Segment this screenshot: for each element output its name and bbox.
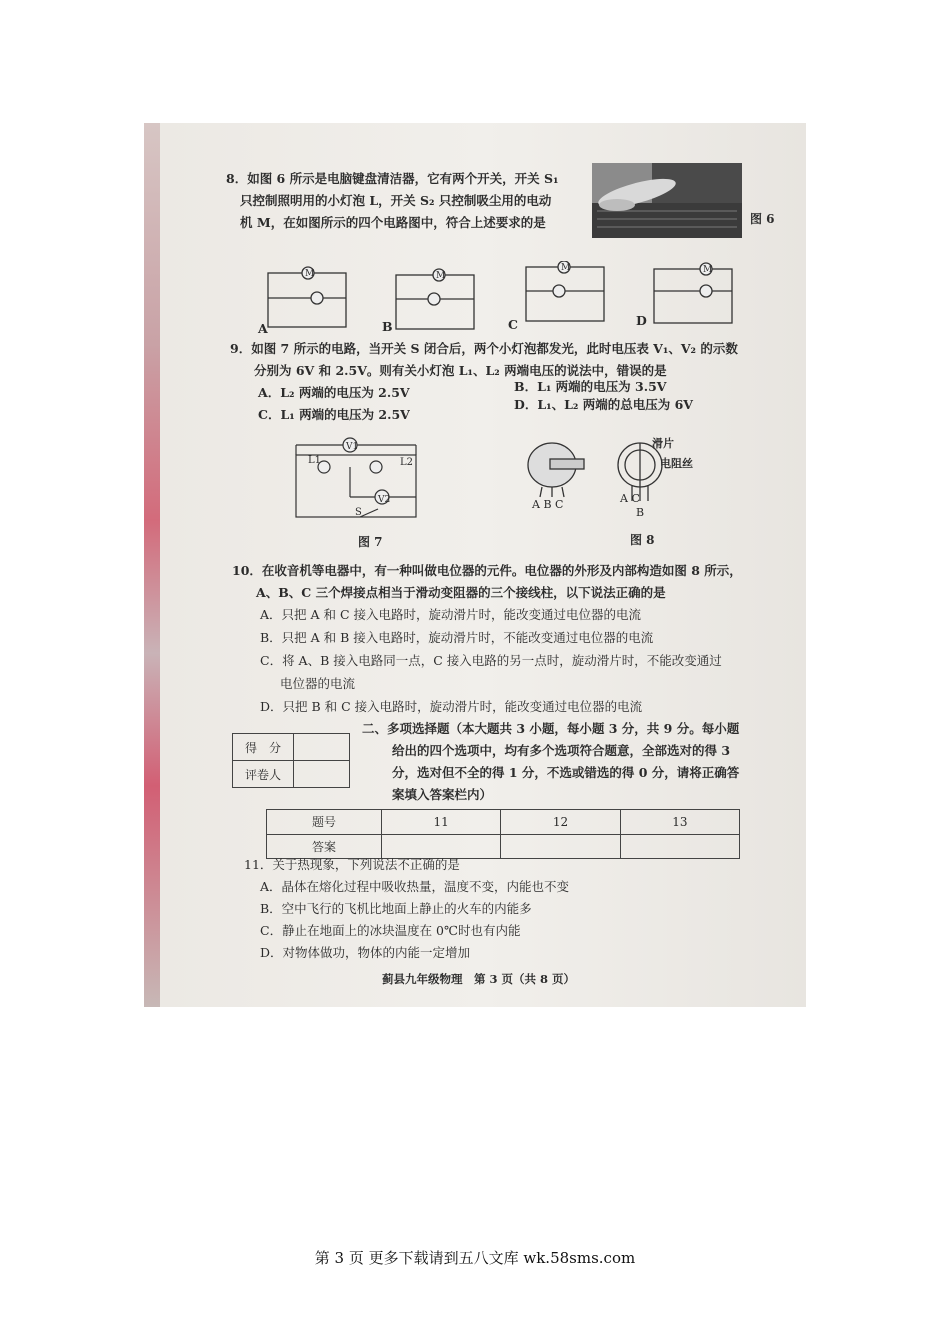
q8-option-d: D: [636, 313, 647, 328]
fig8-ac: A C: [620, 492, 640, 505]
score-cell[interactable]: [294, 734, 350, 761]
exam-paper: [160, 123, 806, 1007]
fig6-label: 图 6: [750, 212, 775, 226]
q10-option-c2: 电位器的电流: [280, 676, 356, 691]
q8-option-a: A: [258, 321, 268, 336]
grader-label: 评卷人: [233, 761, 294, 788]
q8-option-b: B: [382, 319, 393, 334]
q9-option-a: A．L₂ 两端的电压为 2.5V: [258, 385, 410, 400]
q9-line1: 9．如图 7 所示的电路，当开关 S 闭合后，两个小灯泡都发光，此时电压表 V₁、V₂ 的示数: [230, 341, 738, 356]
question-number-11: 11: [382, 810, 501, 835]
fig7-l1: L1: [308, 455, 322, 466]
fig8-wire-label: 电阻丝: [660, 457, 693, 470]
answer-table: [266, 809, 740, 859]
section2-line3: 分，选对但不全的得 1 分，不选或错选的得 0 分，请将正确答: [392, 765, 740, 780]
scanned-exam-photo: [144, 123, 806, 1007]
answer-cell-11[interactable]: [382, 834, 501, 859]
q10-option-c1: C．将 A、B 接入电路同一点，C 接入电路的另一点时，旋动滑片时，不能改变通过: [260, 653, 722, 668]
tablecloth-edge: [144, 123, 160, 1007]
q11-option-b: B．空中飞行的飞机比地面上静止的火车的内能多: [260, 901, 532, 916]
q8-line2: 只控制照明用的小灯泡 L，开关 S₂ 只控制吸尘用的电动: [240, 193, 552, 208]
row-header-number: 题号: [267, 810, 382, 835]
fig7-v1: V1: [346, 442, 359, 452]
q11-option-d: D．对物体做功，物体的内能一定增加: [260, 945, 471, 960]
q10-line2: A、B、C 三个焊接点相当于滑动变阻器的三个接线柱，以下说法正确的是: [256, 585, 666, 600]
download-footer: 第 3 页 更多下载请到五八文库 wk.58sms.com: [314, 1249, 636, 1267]
q10-option-b: B．只把 A 和 B 接入电路时，旋动滑片时，不能改变通过电位器的电流: [260, 630, 654, 645]
answer-cell-13[interactable]: [620, 834, 739, 859]
q11-stem: 11．关于热现象，下列说法不正确的是: [244, 857, 460, 872]
svg-text:M: M: [436, 271, 446, 281]
q11-option-a: A．晶体在熔化过程中吸收热量，温度不变，内能也不变: [260, 879, 570, 894]
q9-option-b: B．L₁ 两端的电压为 3.5V: [514, 379, 667, 394]
question-number-13: 13: [620, 810, 739, 835]
fig8-abc-left: A B C: [532, 498, 564, 511]
fig7-s: S: [355, 507, 362, 518]
fig8-slider-label: 滑片: [652, 437, 674, 450]
q8-option-c: C: [508, 317, 518, 332]
q11-option-c: C．静止在地面上的冰块温度在 0℃时也有内能: [260, 923, 521, 938]
fig8-b: B: [636, 506, 645, 519]
score-box: [232, 733, 350, 788]
fig7-caption: 图 7: [358, 535, 383, 549]
fig7-l2: L2: [400, 457, 414, 468]
answer-cell-12[interactable]: [501, 834, 620, 859]
q8-line3: 机 M，在如图所示的四个电路图中，符合上述要求的是: [240, 215, 546, 230]
q10-line1: 10．在收音机等电器中，有一种叫做电位器的元件。电位器的外形及内部构造如图 8 所示，: [232, 563, 742, 578]
section2-line4: 案填入答案栏内）: [392, 787, 493, 802]
keyboard-cleaner-photo: [592, 163, 742, 238]
row-header-answer: 答案: [267, 834, 382, 859]
q10-option-d: D．只把 B 和 C 接入电路时，旋动滑片时，能改变通过电位器的电流: [260, 699, 643, 714]
q9-option-d: D．L₁、L₂ 两端的总电压为 6V: [514, 397, 693, 412]
svg-text:M: M: [703, 265, 713, 275]
grader-cell[interactable]: [294, 761, 350, 788]
q9-line2: 分别为 6V 和 2.5V。则有关小灯泡 L₁、L₂ 两端电压的说法中，错误的是: [254, 363, 667, 378]
score-label: 得 分: [233, 734, 294, 761]
fig8-caption: 图 8: [630, 533, 655, 547]
svg-text:M: M: [305, 269, 315, 279]
svg-text:M: M: [561, 263, 571, 273]
question-number-12: 12: [501, 810, 620, 835]
fig7-v2: V2: [378, 495, 391, 505]
q8-line1: 8．如图 6 所示是电脑键盘清洁器，它有两个开关，开关 S₁: [226, 171, 559, 186]
section2-line1: 二、多项选择题（本大题共 3 小题，每小题 3 分，共 9 分。每小题: [362, 721, 740, 736]
page-info: 蓟县九年级物理 第 3 页（共 8 页）: [382, 972, 576, 986]
q9-option-c: C．L₁ 两端的电压为 2.5V: [258, 407, 410, 422]
q10-option-a: A．只把 A 和 C 接入电路时，旋动滑片时，能改变通过电位器的电流: [260, 607, 642, 622]
section2-line2: 给出的四个选项中，均有多个选项符合题意，全部选对的得 3: [392, 743, 731, 758]
